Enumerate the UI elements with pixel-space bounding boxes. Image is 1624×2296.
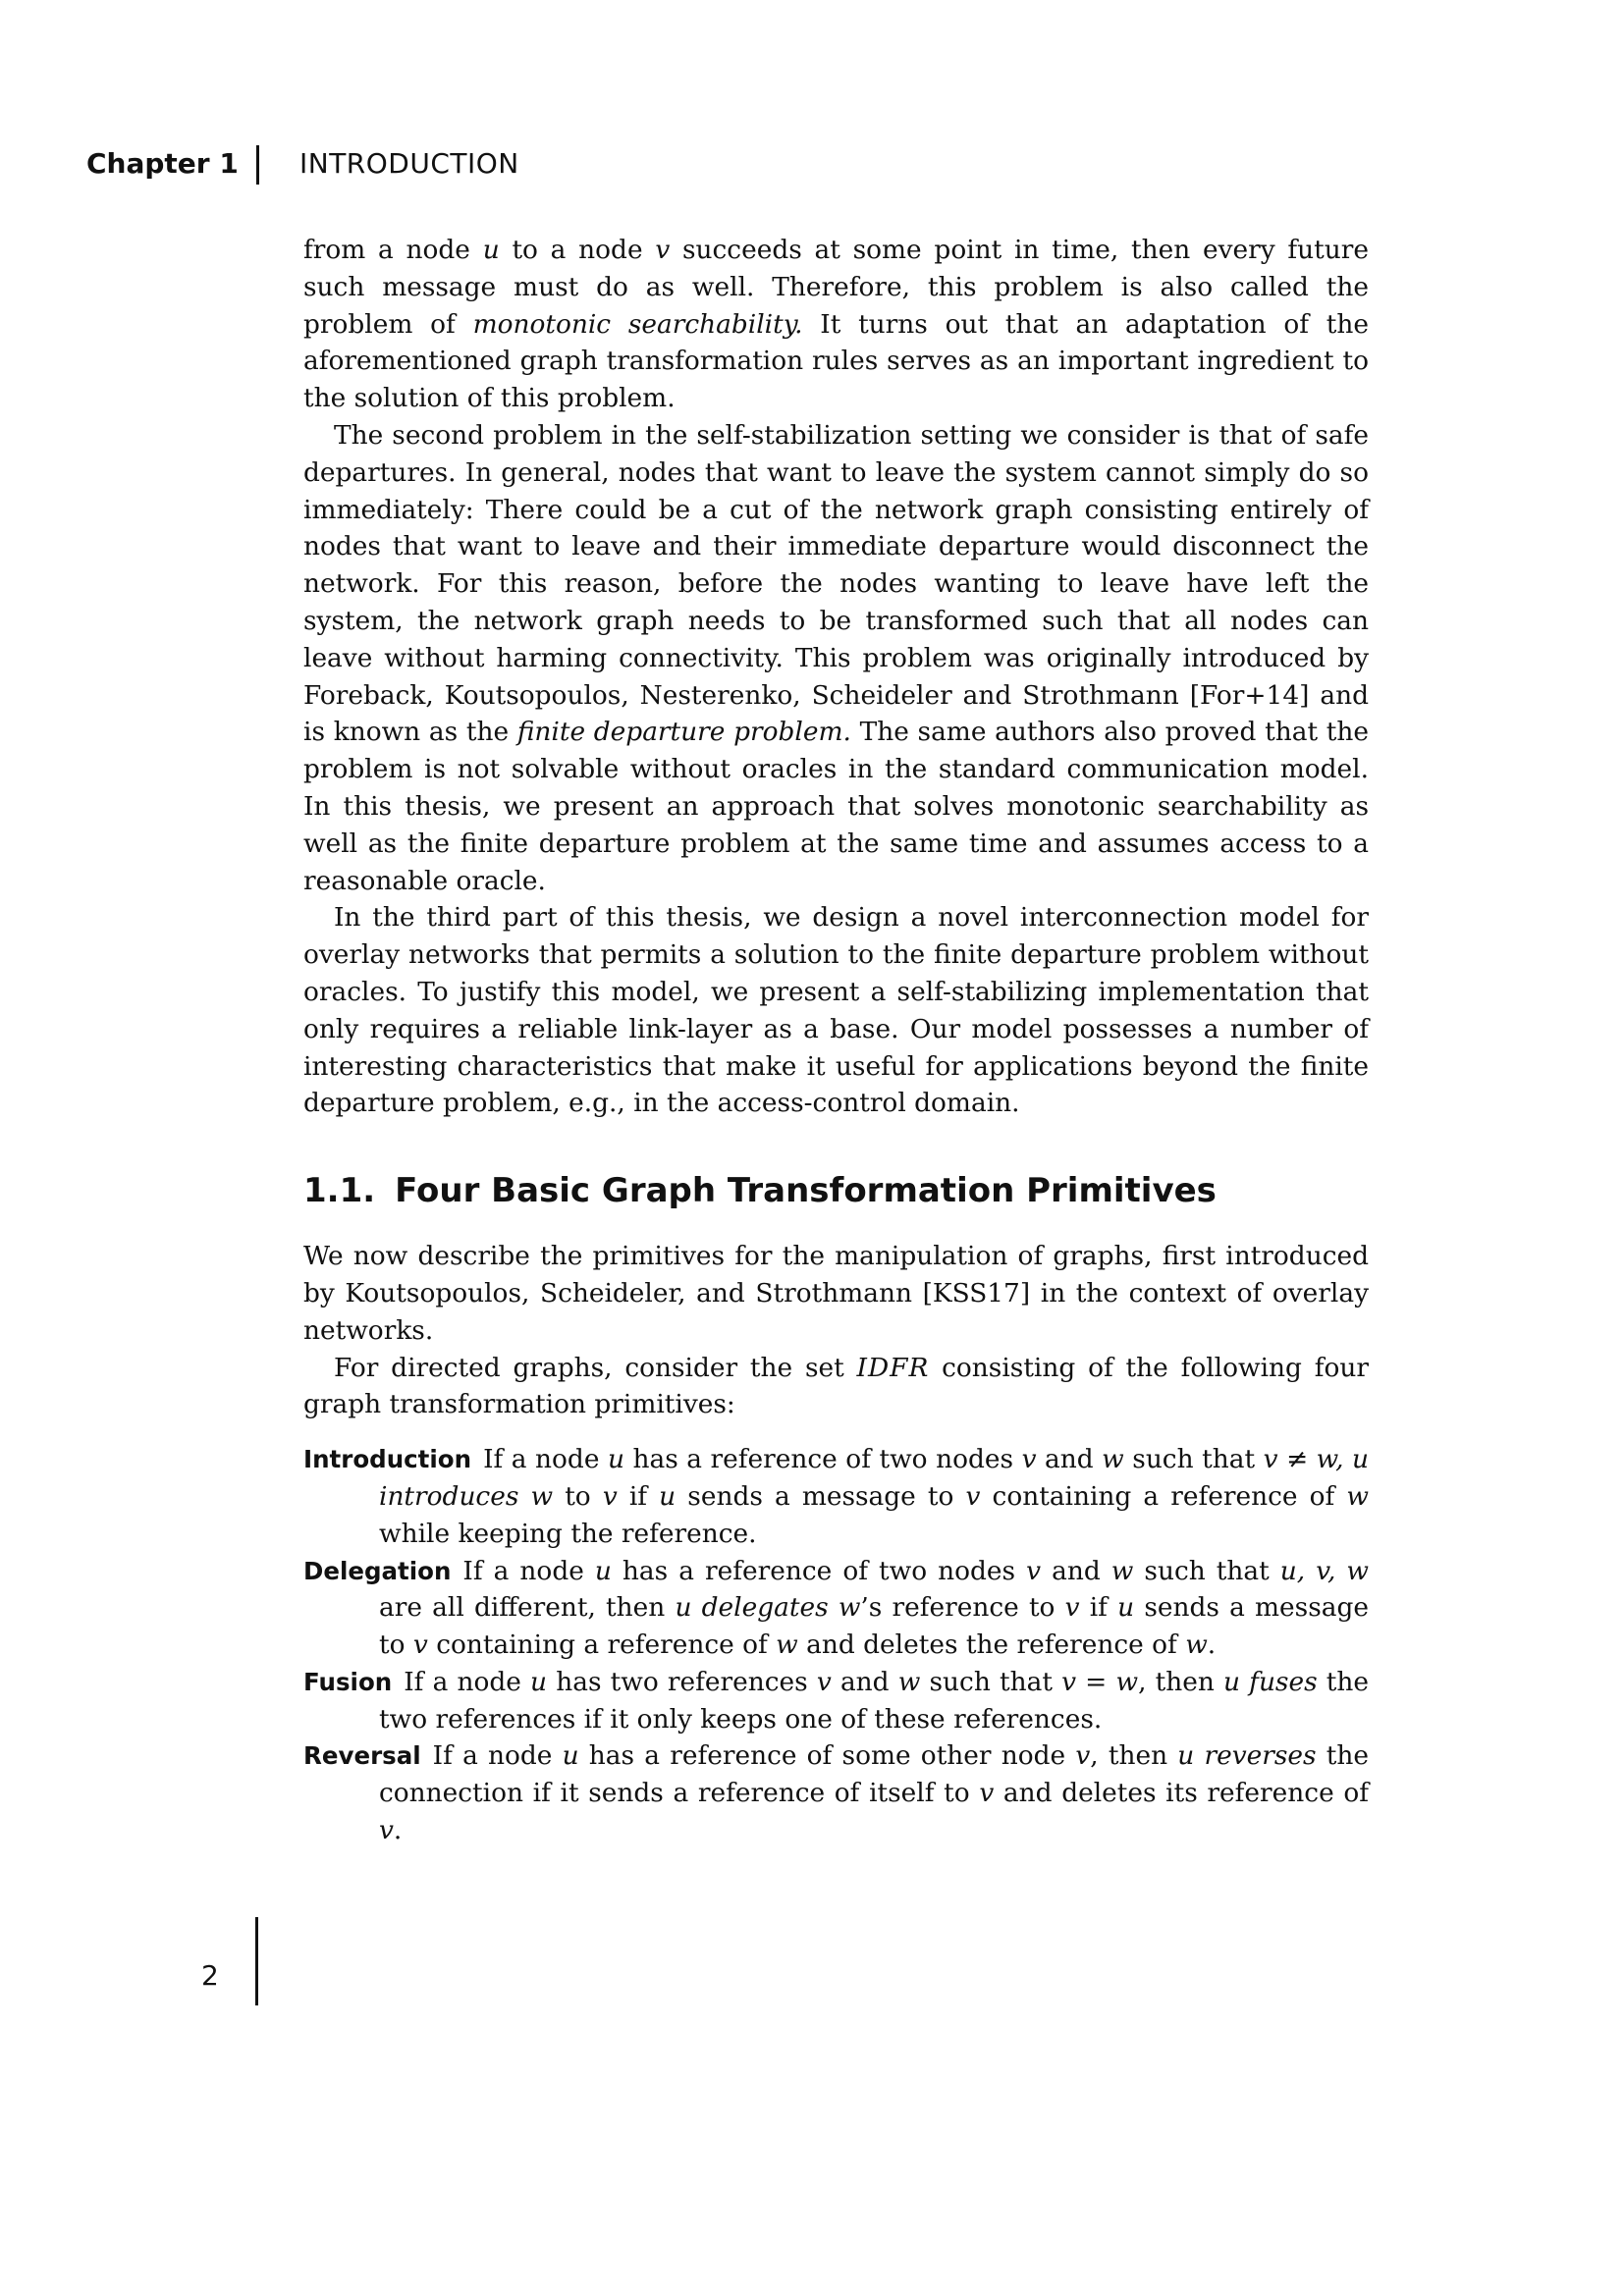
definition-delegation: Delegation If a node u has a reference of two nodes v and w such that u, v, w are all different, then u delegates w’s reference to v if u sends a message to v containing a reference of w and deletes the reference of w. bbox=[303, 1555, 1369, 1661]
idfr-set-symbol: IDFR bbox=[856, 1352, 930, 1383]
section-heading bbox=[303, 1169, 1369, 1212]
paragraph-idfr-set: For directed graphs, consider the set IDFR consisting of the following four graph transformation primitives: bbox=[303, 1352, 1369, 1420]
definition-introduction: Introduction If a node u has a reference of two nodes v and w such that v ≠ w, u introduces w to v if u sends a message to v containing a reference of w while keeping the reference. bbox=[303, 1444, 1370, 1549]
section-title: Four Basic Graph Transformation Primitives bbox=[395, 1171, 1217, 1211]
primitives-list bbox=[303, 1441, 1369, 1849]
header-rule bbox=[256, 145, 259, 185]
paragraph-primitives-intro: We now describe the primitives for the manipulation of graphs, first introduced by Koutsopoulos, Scheideler, and Strothmann [KSS17] in the context of overlay networks. bbox=[303, 1241, 1369, 1346]
paragraph-third-part: In the third part of this thesis, we design a novel interconnection model for overlay networks that permits a solution to the finite departure problem without oracles. To justify this model, we present a self-stabilizing implementation that only requires a reliable link-layer as a base. Our model possesses a number of interesting characteristics that make it useful for applications beyond the finite departure problem, e.g., in the access-control domain. bbox=[303, 902, 1369, 1119]
definition-term: Delegation bbox=[303, 1556, 452, 1585]
chapter-title: INTRODUCTION bbox=[299, 147, 519, 180]
definition-term: Reversal bbox=[303, 1741, 421, 1771]
term-monotonic-searchability: monotonic searchability. bbox=[472, 308, 803, 340]
chapter-label: Chapter 1 bbox=[86, 147, 239, 180]
paragraph-safe-departures: The second problem in the self-stabilization setting we consider is that of safe departures. In general, nodes that want to leave the system cannot simply do so immediately: There could be a cut of the network graph consisting entirely of nodes that want to leave and their immediate departure would disconnect the network. For this reason, before the nodes wanting to leave have left the system, the network graph needs to be transformed such that all nodes can leave without harming connectivity. This problem was originally introduced by Foreback, Koutsopoulos, Nesterenko, Scheideler and Strothmann [For+14] and is known as the finite departure problem. The same authors also proved that the problem is not solvable without oracles in the standard communication model. In this thesis, we present an approach that solves monotonic searchability as well as the finite departure problem at the same time and assumes access to a reasonable oracle. bbox=[303, 419, 1369, 896]
body-text bbox=[303, 232, 1369, 1849]
footer-rule bbox=[255, 1917, 258, 2005]
section-number: 1.1. bbox=[303, 1171, 376, 1211]
definition-reversal: Reversal If a node u has a reference of some other node v, then u reverses the connection if it sends a reference of itself to v and deletes its reference of v. bbox=[303, 1740, 1370, 1846]
term-finite-departure-problem: finite departure problem. bbox=[516, 717, 851, 748]
definition-fusion: Fusion If a node u has two references v and w such that v = w, then u fuses the two references if it only keeps one of these references. bbox=[303, 1666, 1370, 1735]
definition-term: Introduction bbox=[303, 1445, 472, 1474]
paragraph-continuation: from a node u to a node v succeeds at some point in time, then every future such message must do as well. Therefore, this problem is also called the problem of monotonic searchability. It turns out that an adaptation of the aforementioned graph transformation rules serves as an important ingredient to the solution of this problem. bbox=[303, 235, 1369, 414]
definition-term: Fusion bbox=[303, 1667, 393, 1696]
page-number: 2 bbox=[201, 1959, 219, 1992]
